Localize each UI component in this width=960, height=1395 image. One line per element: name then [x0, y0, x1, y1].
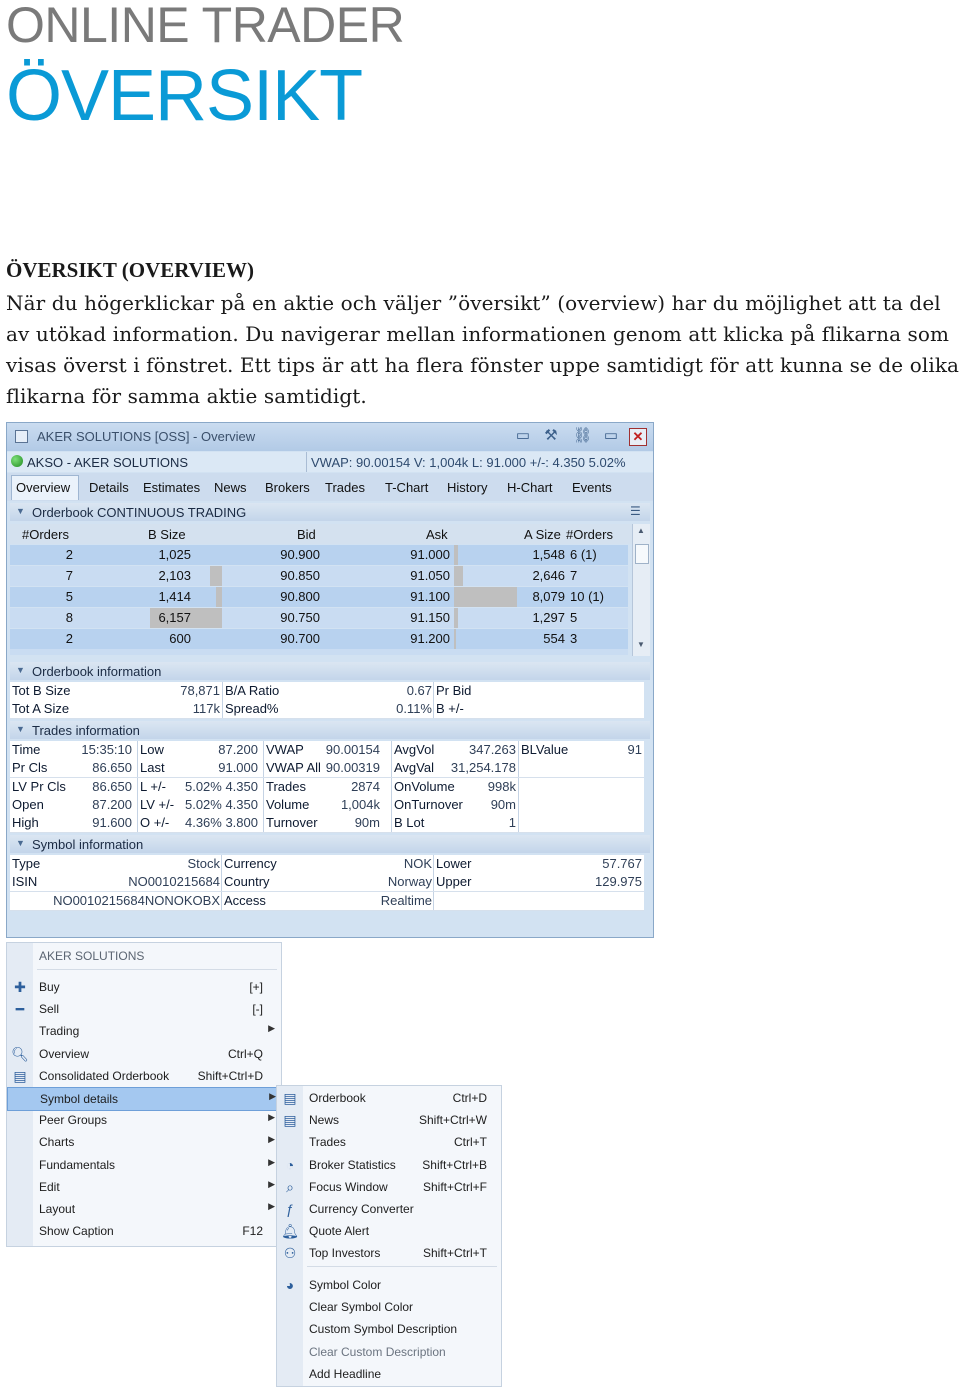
menu-item-label: Quote Alert [309, 1224, 370, 1239]
menu-item-shortcut: F12 [242, 1224, 263, 1239]
table-cell: 554 [543, 631, 565, 646]
table-cell: 6 (1) [570, 547, 597, 562]
field-value: 998k [487, 778, 516, 794]
menu-item-shortcut: Ctrl+Q [227, 1046, 263, 1061]
symbol-info-header[interactable] [10, 835, 650, 853]
field-label: Country [224, 874, 270, 890]
field-value: 5.02% 4.350 [184, 796, 258, 812]
menu-item-shortcut: Shift+Ctrl+T [422, 1246, 487, 1261]
table-row[interactable] [10, 545, 628, 565]
field-label: OnVolume [394, 778, 455, 794]
menu-item-label: Clear Custom Description [309, 1344, 446, 1359]
field-label: Type [12, 856, 41, 871]
news-icon: ▤ [283, 1112, 297, 1129]
field-label: Lower [436, 856, 472, 871]
context-menu [6, 942, 282, 1247]
menu-item-sell[interactable] [7, 998, 281, 1020]
menu-item-overview[interactable] [7, 1043, 281, 1065]
bid-depth-bar [210, 566, 222, 586]
field-label: B +/- [436, 701, 464, 717]
info-row [10, 700, 644, 719]
table-cell: 5 [570, 610, 578, 625]
window-menu-icon[interactable] [15, 430, 28, 443]
field-label: O +/- [140, 815, 170, 831]
field-label: B Lot [394, 815, 425, 831]
ask-depth-bar [454, 629, 456, 649]
menu-item-peer-groups[interactable] [7, 1109, 281, 1131]
field-label: Tot A Size [12, 701, 70, 717]
table-cell: 91.150 [410, 610, 450, 625]
table-cell: 90.700 [280, 631, 320, 646]
ask-depth-bar [454, 608, 458, 628]
menu-item-shortcut: Shift+Ctrl+B [422, 1157, 487, 1172]
submenu-arrow-icon: ▶ [268, 1178, 275, 1189]
field-label: Low [140, 742, 164, 757]
menu-item-shortcut: Shift+Ctrl+W [418, 1113, 487, 1128]
section-paragraph [6, 288, 960, 412]
table-cell: 7 [570, 568, 578, 583]
menu-item-label: Top Investors [309, 1246, 381, 1261]
orderbook-header [10, 524, 632, 544]
menu-item-shortcut: Shift+Ctrl+F [422, 1179, 487, 1194]
field-label: Open [12, 796, 44, 812]
menu-item-label: News [309, 1113, 340, 1128]
paragraph-line: visas överst i fönstret. Ett tips är att ha flera fönster uppe samtidigt för att kunna se de olika [6, 353, 960, 377]
info-row [10, 892, 644, 911]
menu-item-label: Add Headline [309, 1366, 382, 1381]
list-menu-icon[interactable]: ☰ [630, 504, 641, 518]
table-cell: 91.200 [410, 631, 450, 646]
scroll-up-icon[interactable]: ▲ [637, 526, 645, 535]
field-label: Upper [436, 874, 472, 890]
field-value: 4.36% 3.800 [184, 815, 258, 831]
orderbook-info-header[interactable] [10, 662, 650, 680]
table-cell: 1,548 [532, 547, 565, 562]
field-value: 90.00154 [325, 742, 380, 757]
magnifier-icon: 🔍︎ [11, 1045, 29, 1062]
focus-icon: ⌕ [286, 1178, 294, 1195]
table-cell: 90.900 [280, 547, 320, 562]
field-value: 91.600 [92, 815, 132, 831]
menu-item-label: Currency Converter [309, 1202, 414, 1216]
menu-item-label: Sell [39, 1002, 60, 1017]
field-label: VWAP All [266, 760, 321, 776]
field-label: Currency [224, 856, 277, 871]
menu-item-charts[interactable] [7, 1131, 281, 1153]
field-value: 15:35:10 [81, 742, 132, 757]
pie-chart-icon: ◔ [285, 1156, 295, 1173]
field-label: LV Pr Cls [12, 778, 66, 794]
table-cell: 600 [169, 631, 191, 646]
info-row [10, 778, 644, 797]
table-row[interactable] [10, 608, 628, 628]
field-value: Stock [187, 856, 220, 871]
field-label: VWAP [266, 742, 304, 757]
menu-item-label: Focus Window [309, 1179, 388, 1194]
tab-tchart[interactable]: T-Chart [385, 480, 429, 495]
submenu-item-currency-converter[interactable] [277, 1198, 501, 1220]
field-label: LV +/- [140, 796, 175, 812]
field-value: 91.000 [218, 760, 258, 776]
investors-icon: ⚇ [283, 1245, 297, 1262]
field-value: Realtime [380, 892, 432, 908]
table-cell: 7 [65, 568, 73, 583]
menu-item-trading[interactable] [7, 1020, 281, 1042]
field-value: Norway [387, 874, 432, 890]
tab-estimates[interactable]: Estimates [143, 480, 201, 495]
menu-item-label: Peer Groups [39, 1113, 108, 1128]
field-value: 57.767 [602, 856, 642, 871]
menu-item-symbol-details[interactable] [7, 1087, 283, 1111]
overview-window [6, 422, 654, 938]
scroll-thumb[interactable] [635, 544, 649, 564]
menu-item-label: Charts [39, 1135, 75, 1150]
tab-hchart[interactable]: H-Chart [507, 480, 553, 495]
field-value: 90m [354, 815, 380, 831]
link-icon[interactable]: ⛓ [573, 427, 593, 444]
table-cell: 90.800 [280, 589, 320, 604]
field-value: NOK [403, 856, 432, 871]
field-value: 86.650 [92, 778, 132, 794]
tab-news[interactable]: News [214, 480, 247, 495]
table-cell: 10 (1) [570, 589, 604, 604]
field-value: 78,871 [180, 683, 220, 698]
tab-trades[interactable]: Trades [325, 480, 365, 495]
submenu-item-focus-window[interactable] [277, 1176, 501, 1198]
field-label: Pr Bid [436, 683, 472, 698]
section-label: Orderbook CONTINUOUS TRADING [32, 505, 247, 520]
submenu-item-clear-symbol-color[interactable] [277, 1296, 501, 1318]
field-value: 91 [627, 742, 642, 757]
collapse-arrow-icon[interactable]: ▼ [16, 506, 25, 516]
orderbook-section-header[interactable] [10, 503, 650, 521]
currency-icon: ƒ [286, 1201, 294, 1217]
table-cell: 8 [65, 610, 73, 625]
palette-icon: ◕ [285, 1277, 295, 1293]
field-value: 90m [490, 796, 516, 812]
info-row [10, 796, 644, 815]
menu-title: AKER SOLUTIONS [39, 949, 145, 963]
menu-item-edit[interactable] [7, 1176, 281, 1198]
minus-icon: ━ [15, 1001, 25, 1018]
menu-item-label: Show Caption [39, 1224, 114, 1239]
field-label: OnTurnover [394, 796, 463, 812]
window-titlebar[interactable] [7, 423, 653, 451]
menu-item-shortcut: Ctrl+T [454, 1135, 487, 1150]
section-heading: ÖVERSIKT (OVERVIEW) [6, 258, 255, 282]
field-value: 0.11% [396, 701, 432, 717]
submenu-arrow-icon: ▶ [269, 1091, 276, 1101]
menu-item-label: Trading [39, 1024, 80, 1039]
symbol-name: AKSO - AKER SOLUTIONS [27, 455, 189, 470]
field-label: Volume [266, 796, 310, 812]
table-cell: 90.850 [280, 568, 320, 583]
table-cell: 91.050 [410, 568, 450, 583]
submenu-item-custom-symbol-description[interactable] [277, 1318, 501, 1340]
table-cell: 8,079 [532, 589, 565, 604]
field-label: BLValue [521, 742, 569, 757]
orderbook-scrollbar[interactable] [632, 524, 650, 656]
table-cell: 91.000 [410, 547, 450, 562]
paragraph-line: av utökad information. Du navigerar mellan informationen genom att klicka på flikarna som [6, 322, 950, 346]
table-cell: 2,646 [532, 568, 565, 583]
info-row [10, 759, 644, 778]
table-cell: 3 [570, 631, 578, 646]
field-value: 87.200 [218, 742, 258, 757]
table-row[interactable] [10, 587, 628, 607]
col-header[interactable]: #Orders [22, 527, 69, 542]
menu-item-shortcut: [-] [252, 1002, 263, 1017]
minimize-icon[interactable]: ▭ [603, 427, 619, 444]
col-header[interactable]: Ask [426, 527, 448, 542]
table-cell: 5 [65, 589, 73, 604]
table-cell: 91.100 [410, 589, 450, 604]
submenu-item-clear-custom-description[interactable] [277, 1341, 501, 1363]
col-header[interactable]: B Size [148, 527, 186, 542]
table-cell: 90.750 [280, 610, 320, 625]
field-value: 31,254.178 [450, 760, 516, 776]
menu-item-fundamentals[interactable] [7, 1154, 281, 1176]
field-label: AvgVol [394, 742, 435, 757]
menu-item-label: Orderbook [309, 1091, 366, 1105]
table-cell: 1,025 [158, 547, 191, 562]
menu-item-layout[interactable] [7, 1198, 281, 1220]
field-label: Access [224, 892, 266, 908]
collapse-arrow-icon[interactable]: ▼ [16, 665, 25, 675]
ask-depth-bar [454, 545, 458, 565]
menu-item-label: Clear Symbol Color [309, 1300, 414, 1315]
section-label: Trades information [32, 723, 140, 738]
menu-item-shortcut: [+] [249, 980, 263, 994]
submenu-arrow-icon: ▶ [268, 1023, 275, 1034]
table-cell: 6,157 [158, 610, 191, 625]
field-value: 1,004k [340, 796, 380, 812]
menu-item-label: Fundamentals [39, 1157, 116, 1172]
table-cell: 2 [65, 631, 73, 646]
menu-item-consolidated-orderbook[interactable] [7, 1065, 281, 1087]
submenu-item-orderbook[interactable] [277, 1087, 501, 1109]
field-label: Spread% [225, 701, 279, 717]
ask-depth-bar [454, 566, 463, 586]
submenu-arrow-icon: ▶ [268, 1112, 275, 1123]
submenu-arrow-icon: ▶ [268, 1156, 275, 1167]
tab-details[interactable]: Details [89, 480, 129, 495]
menu-item-shortcut: Shift+Ctrl+D [197, 1068, 263, 1083]
field-value: NO0010215684 [128, 874, 220, 890]
field-label: High [12, 815, 39, 831]
bell-icon: 🔔︎ [281, 1223, 299, 1240]
field-label: AvgVal [394, 760, 434, 776]
menu-item-show-caption[interactable] [7, 1220, 281, 1242]
menu-item-label: Buy [39, 980, 60, 994]
submenu-item-trades[interactable] [277, 1131, 501, 1153]
menu-item-label: Overview [39, 1046, 90, 1061]
menu-item-buy[interactable] [7, 976, 281, 998]
symbol-details-submenu [276, 1085, 502, 1387]
brand-title: ONLINE TRADER [6, 0, 405, 53]
field-value: 347.263 [469, 742, 516, 757]
col-header[interactable]: #Orders [566, 527, 613, 542]
table-row[interactable] [10, 629, 628, 649]
info-row [10, 873, 644, 892]
menu-item-shortcut: Ctrl+D [452, 1091, 487, 1105]
field-value: 90.00319 [325, 760, 380, 776]
col-header[interactable]: Bid [297, 527, 316, 542]
field-value: 117k [192, 701, 220, 717]
table-cell: 2 [65, 547, 73, 562]
table-cell: 1,297 [532, 610, 565, 625]
window-title: AKER SOLUTIONS [OSS] - Overview [37, 429, 256, 444]
info-row [10, 814, 644, 833]
info-row [10, 682, 644, 701]
scroll-down-icon[interactable]: ▼ [637, 640, 645, 649]
field-label: Last [140, 760, 165, 776]
field-value: NO0010215684NONOKOBX [53, 892, 220, 908]
collapse-arrow-icon[interactable]: ▼ [16, 724, 25, 734]
page-title: ÖVERSIKT [6, 56, 363, 136]
tab-brokers[interactable]: Brokers [265, 480, 310, 495]
submenu-arrow-icon: ▶ [268, 1134, 275, 1145]
menu-item-label: Symbol Color [309, 1278, 382, 1292]
plus-icon: ✚ [14, 979, 26, 995]
status-dot-icon [11, 455, 23, 467]
field-label: L +/- [140, 778, 166, 794]
field-label: B/A Ratio [225, 683, 280, 698]
submenu-arrow-icon: ▶ [268, 1201, 275, 1211]
symbol-bar [7, 452, 653, 472]
tab-bar [7, 473, 653, 501]
monitor-icon[interactable]: ▭ [515, 427, 531, 444]
menu-item-label: Layout [39, 1202, 76, 1216]
bid-depth-bar [216, 587, 222, 607]
field-value: 2874 [351, 778, 380, 794]
submenu-item-quote-alert[interactable] [277, 1220, 501, 1242]
menu-item-label: Broker Statistics [309, 1157, 396, 1172]
field-value: 86.650 [92, 760, 132, 776]
field-value: 1 [508, 815, 516, 831]
tab-overview[interactable]: Overview [16, 480, 71, 495]
section-label: Symbol information [32, 837, 144, 852]
tab-events[interactable]: Events [572, 480, 612, 495]
menu-item-label: Trades [309, 1135, 346, 1150]
paragraph-line: När du högerklickar på en aktie och väljer ”översikt” (overview) har du möjlighet att ta del [6, 291, 941, 315]
menu-item-label: Symbol details [40, 1092, 119, 1106]
orderbook-icon: ▤ [283, 1090, 297, 1106]
orderbook-icon: ▤ [13, 1067, 27, 1084]
close-icon[interactable]: ✕ [629, 428, 647, 446]
info-row [10, 855, 644, 874]
field-label: ISIN [12, 874, 38, 890]
field-value: 87.200 [92, 796, 132, 812]
submenu-item-symbol-color[interactable] [277, 1274, 501, 1296]
table-cell: 2,103 [158, 568, 191, 583]
submenu-item-broker-statistics[interactable] [277, 1154, 501, 1176]
collapse-arrow-icon[interactable]: ▼ [16, 838, 25, 848]
wrench-icon[interactable]: ⚒ [544, 427, 558, 444]
paragraph-line: flikarna för samma aktie samtidigt. [6, 384, 367, 408]
trades-info-header[interactable] [10, 721, 650, 739]
menu-item-label: Consolidated Orderbook [39, 1068, 170, 1083]
info-row [10, 741, 644, 760]
field-label: Turnover [266, 815, 318, 831]
tab-history[interactable]: History [447, 480, 488, 495]
field-value: 129.975 [595, 874, 642, 890]
submenu-item-add-headline[interactable] [277, 1363, 501, 1385]
table-cell: 1,414 [158, 589, 191, 604]
submenu-item-top-investors[interactable] [277, 1242, 501, 1264]
field-label: Pr Cls [12, 760, 48, 776]
field-label: Time [12, 742, 41, 757]
field-value: 5.02% 4.350 [184, 778, 258, 794]
table-row[interactable] [10, 566, 628, 586]
menu-item-label: Custom Symbol Description [309, 1322, 458, 1337]
field-value: 0.67 [406, 683, 432, 698]
submenu-item-news[interactable] [277, 1109, 501, 1131]
ask-depth-bar [454, 587, 517, 607]
field-label: Tot B Size [12, 683, 71, 698]
quote-summary: VWAP: 90.00154 V: 1,004k L: 91.000 +/-: 4.350 5.02% [311, 455, 626, 470]
section-label: Orderbook information [32, 664, 162, 679]
col-header[interactable]: A Size [524, 527, 561, 542]
menu-item-label: Edit [39, 1179, 60, 1194]
field-label: Trades [266, 778, 306, 794]
